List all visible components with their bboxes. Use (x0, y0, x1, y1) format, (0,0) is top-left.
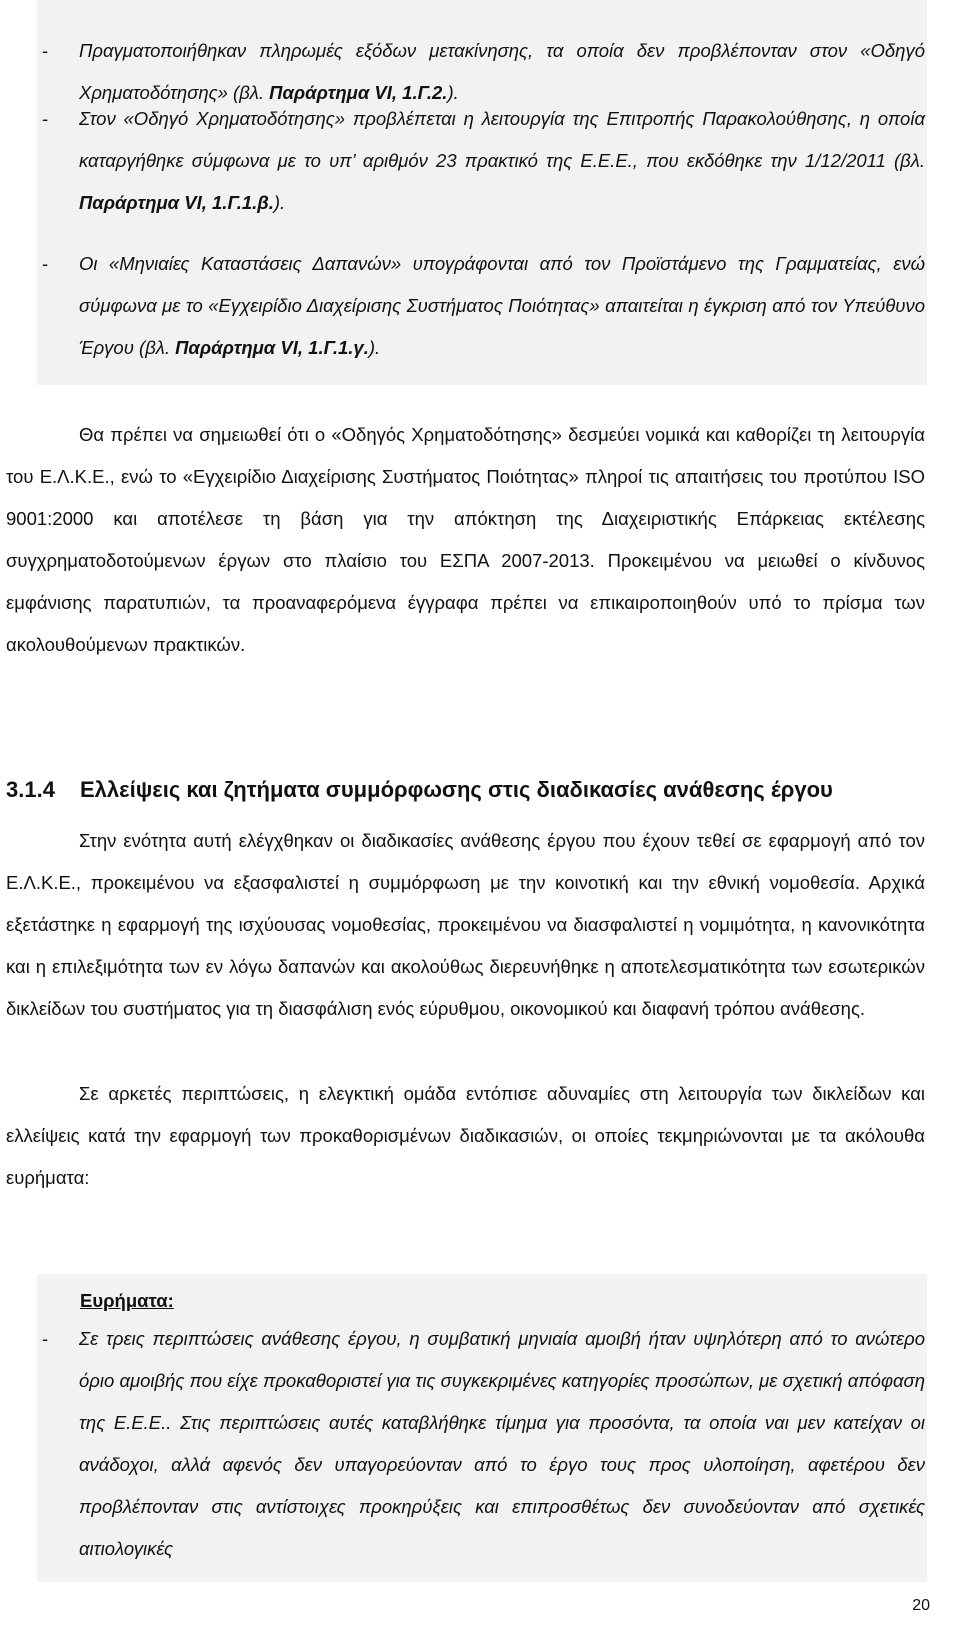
bullet-dash: - (42, 1328, 49, 1349)
bullet-dash: - (42, 108, 49, 129)
list-item (37, 243, 925, 369)
appendix-reference: Παράρτημα VI, 1.Γ.2. (269, 82, 448, 103)
section-number: 3.1.4 (6, 777, 55, 802)
section-title: Ελλείψεις και ζητήματα συμμόρφωσης στις διαδικασίες ανάθεσης έργου (80, 777, 833, 802)
list-item (37, 98, 925, 224)
bullet-dash: - (42, 40, 49, 61)
bullet-dash: - (42, 253, 49, 274)
list-item (37, 1318, 925, 1570)
body-paragraph: Σε αρκετές περιπτώσεις, η ελεγκτική ομάδα εντόπισε αδυναμίες στη λειτουργία των δικλείδων και ελλείψεις κατά την εφαρμογή των προκαθορισμένων διαδικασιών, οι οποίες τεκμηριώνονται με τα ακόλουθα ευρήματα: (6, 1083, 925, 1188)
body-paragraph: Στην ενότητα αυτή ελέγχθηκαν οι διαδικασίες ανάθεσης έργου που έχουν τεθεί σε εφαρμογή από τον Ε.Λ.Κ.Ε., προκειμένου να εξασφαλιστεί η συμμόρφωση με την κοινοτική και την εθνική νομοθεσία. Αρχικά εξετάστηκε η εφαρμογή της ισχύουσας νομοθεσίας, προκειμένου να διασφαλιστεί η νομιμότητα, η κανονικότητα και η επιλεξιμότητα των εν λόγω δαπανών και ακολούθως διερευνήθηκε η αποτελεσματικότητα των εσωτερικών δικλείδων του συστήματος για τη διασφάλιση ενός εύρυθμου, οικονομικού και διαφανή τρόπου ανάθεσης. (6, 830, 925, 1019)
list-item-text: Στον «Οδηγό Χρηματοδότησης» προβλέπεται η λειτουργία της Επιτροπής Παρακολούθησης, η οποία καταργήθηκε σύμφωνα με το υπ’ αριθμόν 23 πρακτικό της Ε.Ε.Ε., που εκδόθηκε την 1/12/2011 (βλ. Παράρτημα VI, 1.Γ.1.β.). (79, 108, 925, 213)
section-heading (6, 769, 925, 811)
body-paragraph: Θα πρέπει να σημειωθεί ότι ο «Οδηγός Χρηματοδότησης» δεσμεύει νομικά και καθορίζει τη λειτουργία του Ε.Λ.Κ.Ε., ενώ το «Εγχειρίδιο Διαχείρισης Συστήματος Ποιότητας» πληροί τις απαιτήσεις του προτύπου ISO 9001:2000 και αποτέλεσε τη βάση για την απόκτηση της Διαχειριστικής Επάρκειας εκτέλεσης συγχρηματοδοτούμενων έργων στο πλαίσιο του ΕΣΠΑ 2007-2013. Προκειμένου να μειωθεί ο κίνδυνος εμφάνισης παρατυπιών, τα προαναφερόμενα έγγραφα πρέπει να επικαιροποιηθούν υπό το πρίσμα των ακολουθούμενων πρακτικών. (6, 424, 925, 655)
list-item-text: Σε τρεις περιπτώσεις ανάθεσης έργου, η συμβατική μηνιαία αμοιβή ήταν υψηλότερη από το ανώτερο όριο αμοιβής που είχε προκαθοριστεί για τις συγκεκριμένες κατηγορίες προσώπων, με σχετική απόφαση της Ε.Ε.Ε.. Στις περιπτώσεις αυτές καταβλήθηκε τίμημα για προσόντα, τα οποία ναι μεν κατείχαν οι ανάδοχοι, αλλά αφενός δεν υπαγορεύονταν από το έργο τους προς υλοποίηση, αφετέρου δεν προβλέπονταν στις αντίστοιχες προκηρύξεις και επιπροσθέτως δεν συνοδεύονταν από σχετικές αιτιολογικές (79, 1328, 925, 1559)
appendix-reference: Παράρτημα VI, 1.Γ.1.β. (79, 192, 274, 213)
list-item-text: Οι «Μηνιαίες Καταστάσεις Δαπανών» υπογράφονται από τον Προϊστάμενο της Γραμματείας, ενώ σύμφωνα με το «Εγχειρίδιο Διαχείρισης Συστήματος Ποιότητας» απαιτείται η έγκριση από τον Υπεύθυνο Έργου (βλ. Παράρτημα VI, 1.Γ.1.γ.). (79, 253, 925, 358)
page-number: 20 (912, 1597, 930, 1614)
appendix-reference: Παράρτημα VI, 1.Γ.1.γ. (175, 337, 369, 358)
findings-title: Ευρήματα: (80, 1290, 174, 1311)
list-item-text: Πραγματοποιήθηκαν πληρωμές εξόδων μετακίνησης, τα οποία δεν προβλέπονταν στον «Οδηγό Χρηματοδότησης» (βλ. Παράρτημα VI, 1.Γ.2.). (79, 40, 925, 103)
